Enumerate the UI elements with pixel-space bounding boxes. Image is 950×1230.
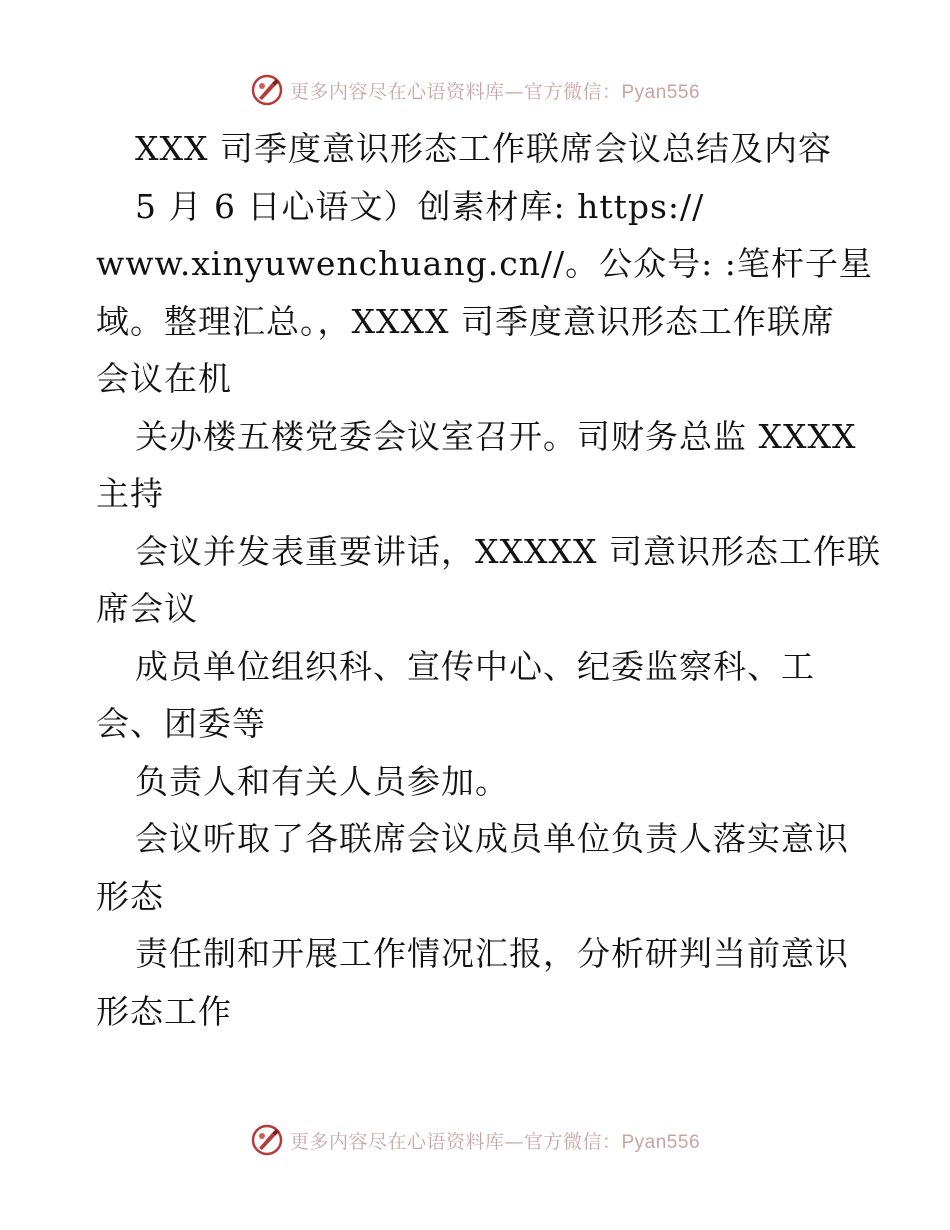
page-footer: [0, 1120, 950, 1160]
document-line: 域。整理汇总。，XXXX 司季度意识形态工作联席: [96, 301, 835, 341]
document-line: 会、团委等: [96, 704, 266, 743]
page-header: [0, 70, 950, 110]
document-line: 负责人和有关人员参加。: [135, 761, 509, 801]
header-wechat-id: Pyan556: [621, 81, 701, 103]
pen-logo-icon: [250, 73, 284, 107]
document-line: XXX 司季度意识形态工作联席会议总结及内容: [135, 129, 832, 168]
document-line: 责任制和开展工作情况汇报，分析研判当前意识: [135, 934, 849, 973]
document-line: 会议在机: [96, 359, 232, 398]
document-line: 主持: [96, 474, 164, 513]
document-line: 形态工作: [96, 991, 232, 1031]
document-line: 形态: [96, 876, 164, 916]
document-line: 成员单位组织科、宣传中心、纪委监察科、工: [135, 646, 815, 686]
document-line: www.xinyuwenchuang.cn//。公众号: :笔杆子星: [96, 244, 873, 283]
document-line: 关办楼五楼党委会议室召开。司财务总监 XXXX: [135, 416, 857, 456]
document-line: 会议并发表重要讲话，XXXXX 司意识形态工作联: [135, 531, 881, 571]
header-banner: [250, 73, 700, 107]
footer-banner: [250, 1123, 700, 1157]
document-body: [96, 120, 881, 1040]
document-line: 会议听取了各联席会议成员单位负责人落实意识: [135, 819, 849, 858]
footer-wechat-id: Pyan556: [621, 1131, 701, 1153]
document-line: 席会议: [96, 589, 198, 628]
pen-logo-icon: [250, 1123, 284, 1157]
document-line: 5 月 6 日心语文）创素材库: https://: [135, 186, 705, 226]
header-banner-text: 更多内容尽在心语资料库—官方微信：: [289, 80, 622, 103]
footer-banner-text: 更多内容尽在心语资料库—官方微信：: [289, 1130, 622, 1153]
